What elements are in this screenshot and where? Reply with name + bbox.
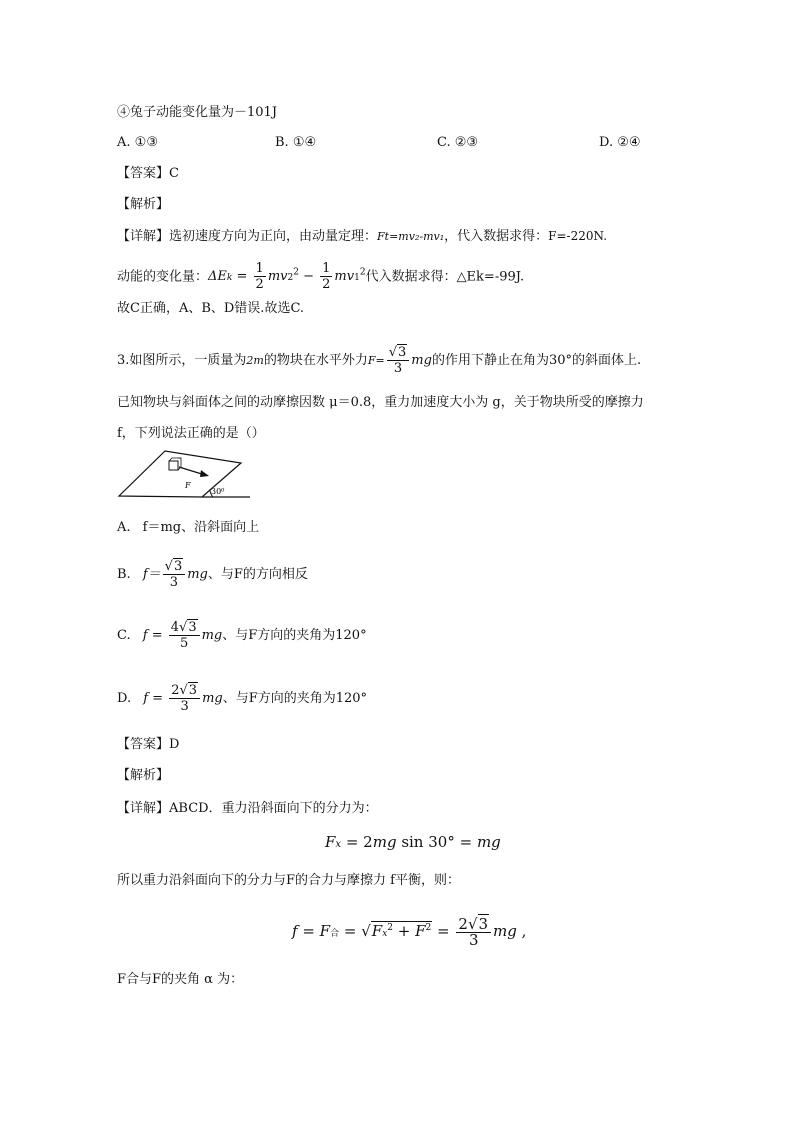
q3-stem-line3: f，下列说法正确的是（）: [117, 426, 265, 441]
option-text: f＝mg、沿斜面向上: [142, 520, 260, 535]
option-text: ②③: [454, 135, 479, 150]
equation-friction: f = F合 = $√Fx^2 + F^2$ = $\frac{2√3}{3}$ mg ,: [292, 914, 527, 949]
q3-answer: [117, 735, 179, 755]
option-text: ①④: [292, 135, 317, 150]
q3-balance-text: 所以重力沿斜面向下的分力与F的合力与摩擦力 f平衡，则：: [117, 873, 460, 888]
q3-analysis-tag: 【解析】: [117, 768, 170, 783]
detail-tag: 【详解】: [117, 801, 170, 816]
q2-option-c: [437, 133, 478, 153]
q3-option-a: [117, 518, 259, 538]
q3-option-d: [117, 680, 367, 718]
option-text: ②④: [617, 135, 641, 150]
ke-tail: 代入数据求得：△Ek=-99J.: [365, 269, 525, 285]
option-letter: B.: [117, 567, 131, 582]
option-tail: 、与F方向的夹角为120°: [222, 691, 368, 706]
momentum-equation: Ft=mv₂-mv₁: [377, 230, 445, 243]
option-letter: A.: [117, 520, 131, 535]
q2-conclusion: 故C正确，A、B、D错误.故选C.: [117, 301, 305, 316]
answer-value: D: [169, 737, 180, 752]
q2-option-d: [599, 133, 641, 153]
option-letter: C.: [117, 628, 131, 643]
detail-text: 选初速度方向为正向，由动量定理：: [169, 229, 378, 244]
q2-answer: [117, 164, 179, 184]
equation-fx: Fx = 2mg sin 30° = mg: [325, 833, 501, 851]
q2-option-a: [117, 133, 158, 153]
mass-label: 2m: [246, 354, 264, 367]
force-label: F: [185, 481, 191, 490]
option-text: ①③: [134, 135, 158, 150]
option-formula: f = $\frac{4√3}{5}$ mg: [142, 620, 223, 651]
detail-tail: ，代入数据求得：: [444, 229, 549, 244]
option-letter: A.: [117, 135, 131, 150]
q3-angle-text: F合与F的夹角 α 为：: [117, 972, 244, 987]
force-eq: F=: [367, 354, 385, 367]
option-formula: f＝ $\frac{√3}{3}$ mg: [142, 559, 208, 590]
q3-option-c: [117, 617, 367, 655]
q3-detail: [117, 799, 378, 819]
stem-part3: 的作用下静止在角为30°的斜面体上.: [431, 353, 642, 368]
option-formula: f = $\frac{2√3}{3}$ mg: [143, 683, 223, 714]
force-result: F=-220N.: [548, 229, 608, 243]
detail-text: ABCD．重力沿斜面向下的分力为：: [169, 801, 378, 816]
answer-tag: 【答案】: [117, 737, 170, 752]
q2-option-b: [275, 133, 316, 153]
angle-label: 30⁰: [211, 487, 225, 496]
q3-option-b: [117, 556, 308, 594]
q2-analysis-tag: 【解析】: [117, 197, 170, 212]
detail-tag: 【详解】: [117, 229, 170, 244]
option-tail: 、与F方向的夹角为120°: [222, 628, 367, 643]
q3-stem-line2: 已知物块与斜面体之间的动摩擦因数 μ＝0.8，重力加速度大小为 g，关于物块所受的摩擦力: [117, 395, 644, 410]
ke-label: 动能的变化量：: [117, 269, 209, 285]
arrowhead: [200, 470, 209, 477]
stem-part1: 3.如图所示，一质量为: [117, 353, 247, 368]
answer-tag: 【答案】: [117, 166, 170, 181]
force-fraction: $\frac{√3}{3}$: [387, 345, 410, 376]
option-letter: D.: [117, 691, 132, 706]
option-letter: D.: [599, 135, 614, 150]
option-letter: C.: [437, 135, 451, 150]
ke-formula: ΔEk = $\frac{1}{2}$ $mv2^2$ − $\frac{1}{2}$ $mv1^2$: [208, 261, 366, 293]
option-letter: B.: [275, 135, 289, 150]
incline-figure: [117, 448, 252, 508]
block: [169, 461, 178, 470]
stem-part2: 的物块在水平外力: [263, 353, 368, 368]
answer-value: C: [169, 166, 179, 181]
option-tail: 、与F的方向相反: [207, 567, 308, 582]
q2-kinetic-energy-line: [117, 256, 524, 295]
q2-detail: [117, 226, 607, 247]
q2-item-4: ④兔子动能变化量为－101J: [117, 105, 278, 120]
q3-stem-line1: 3.如图所示，一质量为2m的物块在水平外力F= $\frac{√3}{3}$ mg的作用下静止在角为30°的斜面体上.: [117, 345, 642, 376]
